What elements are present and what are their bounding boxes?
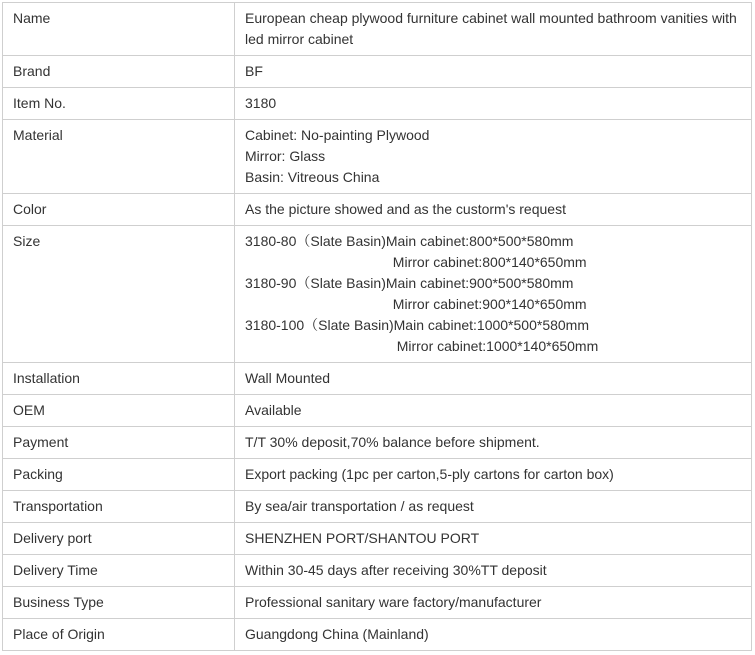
spec-row-size bbox=[3, 226, 752, 363]
spec-value-line: By sea/air transportation / as request bbox=[245, 498, 474, 514]
spec-value bbox=[235, 363, 752, 395]
spec-label: OEM bbox=[3, 395, 235, 427]
spec-row-name bbox=[3, 3, 752, 56]
spec-label: Item No. bbox=[3, 88, 235, 120]
spec-row-color bbox=[3, 194, 752, 226]
spec-value-line: T/T 30% deposit,70% balance before shipment. bbox=[245, 434, 540, 450]
spec-label: Place of Origin bbox=[3, 619, 235, 651]
spec-value-line: Wall Mounted bbox=[245, 370, 331, 386]
spec-value-line: Mirror: Glass bbox=[245, 148, 326, 164]
spec-value bbox=[235, 491, 752, 523]
spec-value-line: Cabinet: No-painting Plywood bbox=[245, 127, 430, 143]
spec-label: Installation bbox=[3, 363, 235, 395]
spec-value-line: 3180-80（Slate Basin)Main cabinet:800*500*580mm bbox=[245, 233, 574, 249]
spec-value bbox=[235, 226, 752, 363]
spec-row-delivery-time bbox=[3, 555, 752, 587]
spec-row-installation bbox=[3, 363, 752, 395]
spec-value-line: 3180 bbox=[245, 95, 277, 111]
spec-row-brand bbox=[3, 56, 752, 88]
spec-row-material bbox=[3, 120, 752, 194]
spec-value-line: SHENZHEN PORT/SHANTOU PORT bbox=[245, 530, 480, 546]
spec-label: Size bbox=[3, 226, 235, 363]
spec-label: Business Type bbox=[3, 587, 235, 619]
spec-value bbox=[235, 427, 752, 459]
spec-value bbox=[235, 395, 752, 427]
spec-value-line: Mirror cabinet:800*140*650mm bbox=[245, 254, 587, 270]
spec-row-payment bbox=[3, 427, 752, 459]
spec-value bbox=[235, 120, 752, 194]
spec-row-item-no bbox=[3, 88, 752, 120]
spec-row-delivery-port bbox=[3, 523, 752, 555]
spec-label: Transportation bbox=[3, 491, 235, 523]
spec-value-line: Within 30-45 days after receiving 30%TT deposit bbox=[245, 562, 547, 578]
spec-value bbox=[235, 3, 752, 56]
spec-label: Packing bbox=[3, 459, 235, 491]
spec-label: Material bbox=[3, 120, 235, 194]
spec-value-line: Basin: Vitreous China bbox=[245, 169, 380, 185]
spec-value-line: European cheap plywood furniture cabinet wall mounted bathroom vanities with bbox=[245, 10, 737, 26]
spec-row-place-of-origin bbox=[3, 619, 752, 651]
spec-value-line: Professional sanitary ware factory/manufacturer bbox=[245, 594, 542, 610]
spec-value bbox=[235, 587, 752, 619]
spec-row-business-type bbox=[3, 587, 752, 619]
spec-table-body bbox=[3, 3, 752, 651]
spec-value-line: Available bbox=[245, 402, 302, 418]
spec-value-line: 3180-90（Slate Basin)Main cabinet:900*500*580mm bbox=[245, 275, 574, 291]
spec-label: Payment bbox=[3, 427, 235, 459]
spec-label: Delivery Time bbox=[3, 555, 235, 587]
spec-value bbox=[235, 619, 752, 651]
spec-value bbox=[235, 56, 752, 88]
spec-value bbox=[235, 88, 752, 120]
spec-label: Color bbox=[3, 194, 235, 226]
spec-label: Brand bbox=[3, 56, 235, 88]
spec-value bbox=[235, 459, 752, 491]
spec-value-line: Mirror cabinet:900*140*650mm bbox=[245, 296, 587, 312]
spec-value bbox=[235, 194, 752, 226]
spec-value-line: Export packing (1pc per carton,5-ply cartons for carton box) bbox=[245, 466, 614, 482]
spec-row-transportation bbox=[3, 491, 752, 523]
spec-label: Delivery port bbox=[3, 523, 235, 555]
spec-value bbox=[235, 523, 752, 555]
spec-value-line: Mirror cabinet:1000*140*650mm bbox=[245, 338, 599, 354]
spec-label: Name bbox=[3, 3, 235, 56]
spec-value-line: led mirror cabinet bbox=[245, 31, 354, 47]
product-spec-table bbox=[2, 2, 752, 651]
spec-value-line: BF bbox=[245, 63, 263, 79]
spec-value-line: 3180-100（Slate Basin)Main cabinet:1000*500*580mm bbox=[245, 317, 589, 333]
spec-row-packing bbox=[3, 459, 752, 491]
spec-row-oem bbox=[3, 395, 752, 427]
spec-value bbox=[235, 555, 752, 587]
spec-value-line: As the picture showed and as the custorm's request bbox=[245, 201, 566, 217]
spec-value-line: Guangdong China (Mainland) bbox=[245, 626, 429, 642]
